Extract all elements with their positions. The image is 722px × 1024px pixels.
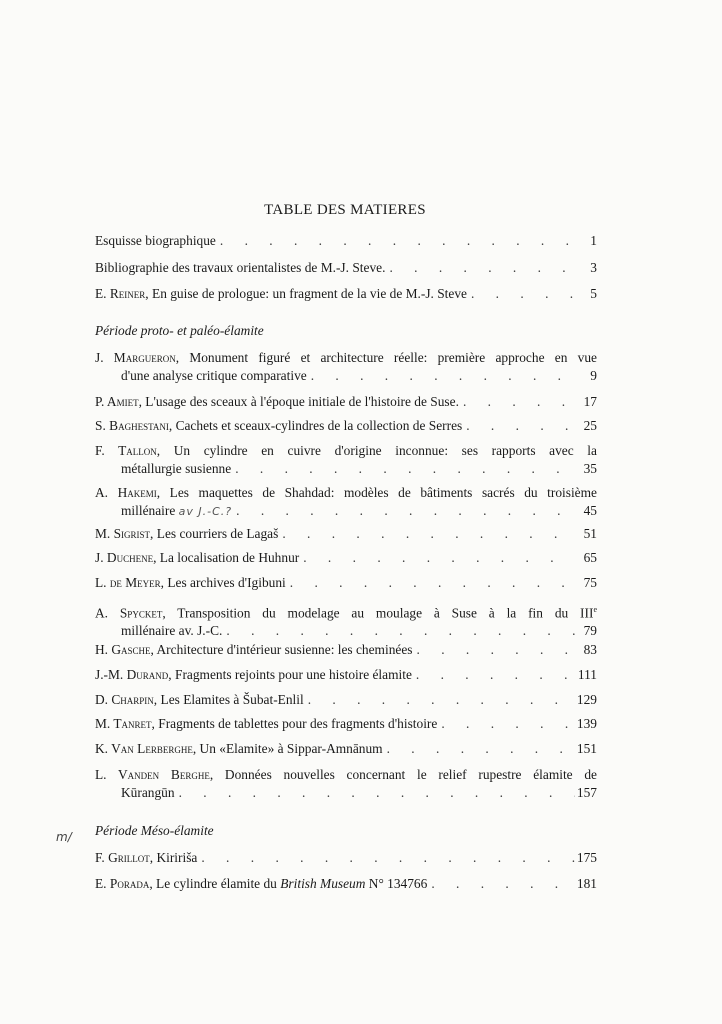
leader-dots — [427, 875, 575, 893]
entry-text: Fragments de tablettes pour des fragments d'histoire — [158, 716, 438, 731]
page-number: 35 — [583, 461, 597, 476]
entry-author: F. Tallon, — [95, 443, 161, 458]
entry-author: M. Sigrist, — [95, 526, 154, 541]
entry-text-cont: millénaire av. J.-C. — [121, 623, 223, 639]
leader-dots — [299, 549, 575, 567]
entry-text: Le cylindre élamite du — [156, 876, 277, 891]
toc-entry-amiet — [95, 393, 597, 411]
page-number: 51 — [583, 526, 597, 541]
entry-author: L. de Meyer, — [95, 575, 164, 590]
entry-author: P. Amiet, — [95, 394, 142, 409]
entry-author: F. Grillot, — [95, 850, 154, 865]
toc-entry-durand — [95, 666, 597, 684]
toc-entry-meyer — [95, 574, 597, 592]
page-number: 139 — [576, 716, 597, 731]
entry-text: Données nouvelles concernant le relief rupestre élamite de — [224, 767, 597, 782]
page-number: 151 — [576, 741, 597, 756]
superscript: e — [593, 605, 597, 614]
page-number: 25 — [583, 418, 597, 433]
entry-author: J. Margueron, — [95, 350, 180, 365]
toc-entry-spycket — [95, 601, 597, 640]
entry-text: L'usage des sceaux à l'époque initiale de l'histoire de Suse. — [145, 394, 459, 409]
page-title: TABLE DES MATIERES — [264, 202, 426, 218]
toc-entry-hakemi — [95, 484, 597, 521]
entry-text: Transposition du modelage au moulage à Suse à la fin du III — [177, 605, 594, 621]
entry-author: E. Reiner, — [95, 286, 149, 301]
page-number: 181 — [576, 876, 597, 891]
leader-dots — [232, 502, 575, 520]
entry-text-cont: Kūrangūn — [121, 785, 175, 800]
leader-dots — [175, 784, 575, 802]
toc-entry-van-lerberghe — [95, 740, 597, 758]
toc-entry-baghestani — [95, 417, 597, 435]
entry-text: Esquisse biographique — [95, 233, 216, 248]
leader-dots — [412, 666, 575, 684]
entry-author: D. Charpin, — [95, 692, 158, 707]
entry-author: M. Tanret, — [95, 716, 155, 731]
entry-text: Bibliographie des travaux orientalistes de M.-J. Steve. — [95, 260, 386, 275]
page-number: 5 — [590, 286, 597, 301]
page-number: 3 — [590, 260, 597, 275]
toc-entry-bibliographie — [95, 259, 597, 277]
leader-dots — [413, 641, 576, 659]
leader-dots — [385, 259, 575, 277]
entry-author: A. Spycket, — [95, 605, 166, 621]
leader-dots — [278, 525, 575, 543]
toc-entry-grillot — [95, 849, 597, 867]
entry-author: H. Gasche, — [95, 642, 154, 657]
leader-dots — [467, 285, 575, 303]
page-number: 1 — [590, 233, 597, 248]
entry-text: Un cylindre en cuivre d'origine inconnue: ses rapports avec la — [173, 443, 597, 458]
entry-text-cont: millénaire — [121, 503, 176, 518]
toc-entry-duchene — [95, 549, 597, 567]
toc-entry-porada — [95, 875, 597, 893]
page-number: 65 — [583, 550, 597, 565]
entry-text: N° 134766 — [368, 876, 428, 891]
toc-entry-gasche — [95, 641, 597, 659]
entry-text: La localisation de Huhnur — [159, 550, 300, 565]
toc-entry-tallon — [95, 442, 597, 478]
toc-entry-esquisse — [95, 232, 597, 250]
leader-dots — [216, 232, 575, 250]
leader-dots — [437, 715, 575, 733]
leader-dots — [304, 691, 575, 709]
page-number: 111 — [577, 667, 597, 682]
entry-text: En guise de prologue: un fragment de la vie de M.-J. Steve — [152, 286, 467, 301]
page-number: 83 — [583, 642, 597, 657]
toc-entry-sigrist — [95, 525, 597, 543]
entry-author: E. Porada, — [95, 876, 153, 891]
leader-dots — [462, 417, 575, 435]
leader-dots — [197, 849, 575, 867]
entry-text: Les courriers de Lagaš — [156, 526, 279, 541]
entry-text-cont: d'une analyse critique comparative — [121, 368, 307, 383]
leader-dots — [307, 367, 575, 385]
toc-entry-tanret — [95, 715, 597, 733]
page-number: 9 — [590, 368, 597, 383]
entry-author: K. Van Lerberghe, — [95, 741, 197, 756]
entry-author: A. Hakemi, — [95, 485, 161, 500]
section-heading: Période proto- et paléo-élamite — [95, 323, 264, 338]
page-number: 17 — [583, 394, 597, 409]
page-number: 75 — [583, 575, 597, 590]
page-number: 45 — [583, 503, 597, 518]
leader-dots — [231, 460, 575, 478]
entry-text: Les maquettes de Shahdad: modèles de bâtiments sacrés du troisième — [169, 485, 597, 500]
entry-text: Monument figuré et architecture réelle: première approche en vue — [189, 350, 597, 365]
page-number: 79 — [583, 623, 597, 639]
section-heading: Période Méso-élamite — [95, 823, 214, 838]
leader-dots — [222, 622, 575, 640]
entry-text: Un «Elamite» à Sippar-Amnānum — [199, 741, 383, 756]
entry-text-italic: British Museum — [280, 876, 366, 891]
entry-text: Kiririša — [156, 850, 198, 865]
leader-dots — [383, 740, 575, 758]
handwritten-margin-mark: m/ — [56, 830, 72, 844]
entry-author: S. Baghestani, — [95, 418, 173, 433]
entry-text: Architecture d'intérieur susienne: les cheminées — [156, 642, 413, 657]
page-number: 157 — [576, 785, 597, 800]
entry-text-cont: métallurgie susienne — [121, 461, 232, 476]
toc-entry-reiner — [95, 285, 597, 303]
entry-text: Cachets et sceaux-cylindres de la collection de Serres — [175, 418, 463, 433]
toc-entry-vanden-berghe — [95, 766, 597, 802]
leader-dots — [286, 574, 575, 592]
entry-author: J.-M. Durand, — [95, 667, 172, 682]
entry-text: Les archives d'Igibuni — [167, 575, 286, 590]
leader-dots — [459, 393, 575, 411]
page-number: 175 — [576, 850, 597, 865]
handwritten-annotation: av J.-C.? — [178, 505, 233, 518]
page-number: 129 — [576, 692, 597, 707]
toc-entry-charpin — [95, 691, 597, 709]
entry-author: J. Duchene, — [95, 550, 157, 565]
entry-text: Fragments rejoints pour une histoire élamite — [175, 667, 412, 682]
entry-text: Les Elamites à Šubat-Enlil — [160, 692, 304, 707]
toc-entry-margueron — [95, 349, 597, 385]
entry-author: L. Vanden Berghe, — [95, 767, 214, 782]
